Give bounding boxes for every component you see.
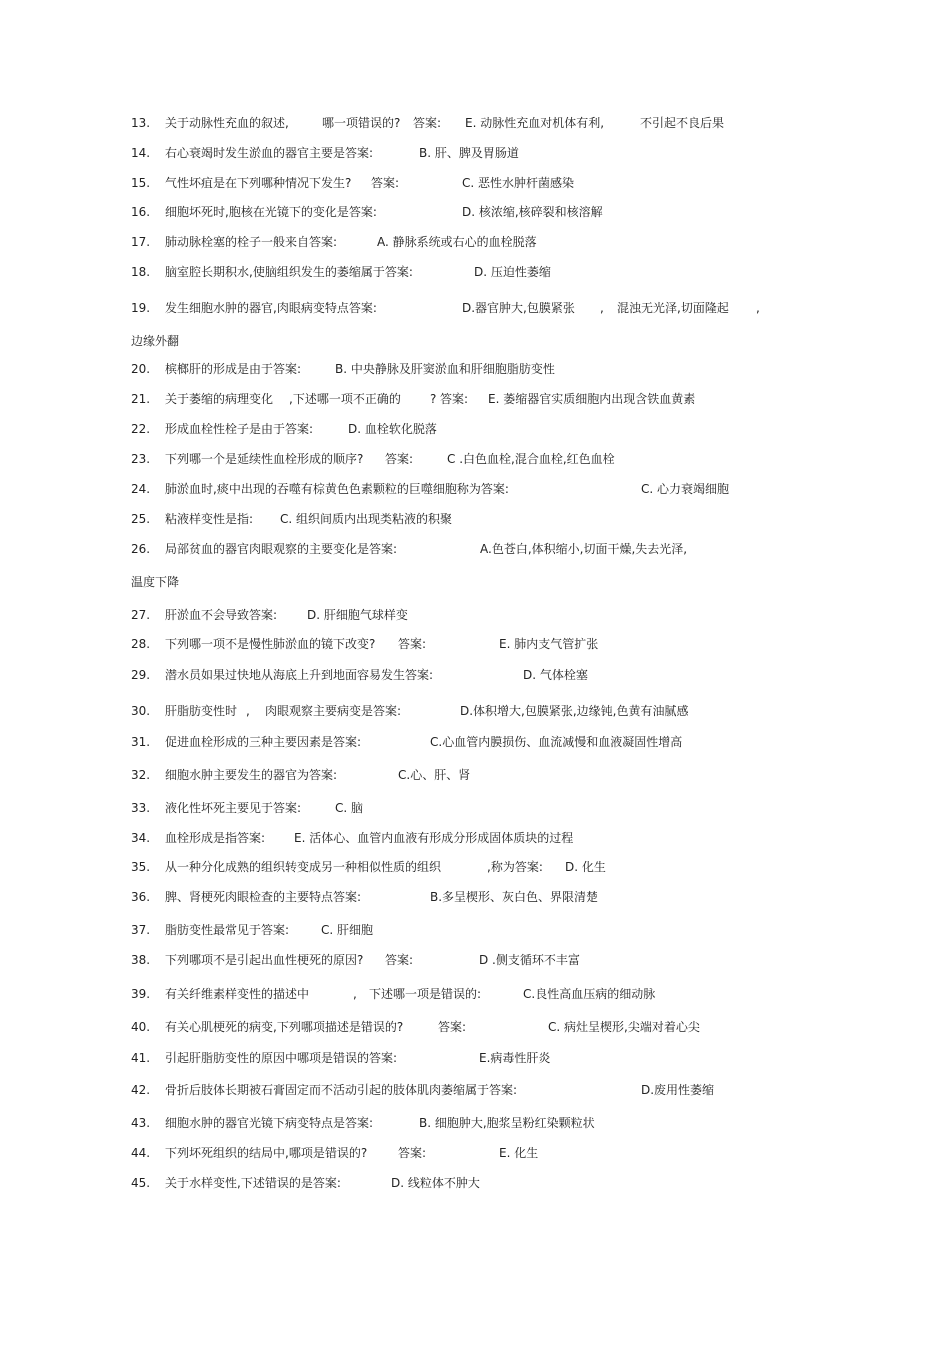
question-text: 从一种分化成熟的组织转变成另一种相似性质的组织 — [165, 860, 442, 874]
question-number: 39. — [131, 987, 151, 1001]
question-number: 23. — [131, 452, 151, 466]
answer-label: 答案: — [398, 1146, 427, 1160]
question-line — [0, 1048, 950, 1068]
question-line — [0, 857, 950, 877]
question-number: 37. — [131, 923, 151, 937]
question-line — [0, 232, 950, 252]
question-number: 19. — [131, 301, 151, 315]
question-text-part: ,下述哪一项不正确的 — [289, 392, 401, 406]
question-line — [0, 1173, 950, 1193]
answer-label: 答案: — [385, 452, 414, 466]
question-number: 42. — [131, 1083, 151, 1097]
answer-text: D. 线粒体不肿大 — [391, 1176, 480, 1190]
question-number: 32. — [131, 768, 151, 782]
answer-label: 答案: — [413, 116, 442, 130]
question-text: 促进血栓形成的三种主要因素是答案: — [165, 735, 362, 749]
question-text: 下列哪项不是引起出血性梗死的原因? — [165, 953, 364, 967]
answer-text: E. 动脉性充血对机体有利, — [465, 116, 605, 130]
question-number: 25. — [131, 512, 151, 526]
answer-text: D .侧支循环不丰富 — [479, 953, 580, 967]
answer-text: B. 肝、脾及胃肠道 — [419, 146, 519, 160]
question-line — [0, 765, 950, 785]
question-text: 关于萎缩的病理变化 — [165, 392, 274, 406]
question-number: 13. — [131, 116, 151, 130]
answer-label: 答案: — [438, 1020, 467, 1034]
answer-label: 答案: — [371, 176, 400, 190]
question-number: 43. — [131, 1116, 151, 1130]
question-line — [0, 359, 950, 379]
question-text: 关于水样变性,下述错误的是答案: — [165, 1176, 341, 1190]
answer-text: C. 组织间质内出现类粘液的积聚 — [280, 512, 453, 526]
question-number: 22. — [131, 422, 151, 436]
question-text: 下列哪一项不是慢性肺淤血的镜下改变? — [165, 637, 376, 651]
question-text: 血栓形成是指答案: — [165, 831, 266, 845]
answer-text: E. 化生 — [499, 1146, 539, 1160]
answer-text-part: , — [600, 301, 604, 315]
question-line — [0, 262, 950, 282]
question-line — [0, 920, 950, 940]
question-number: 20. — [131, 362, 151, 376]
question-text: 槟榔肝的形成是由于答案: — [165, 362, 302, 376]
answer-text: B. 细胞肿大,胞浆呈粉红染颗粒状 — [419, 1116, 595, 1130]
answer-text-part: 不引起不良后果 — [640, 116, 725, 130]
answer-text: B.多呈楔形、灰白色、界限清楚 — [430, 890, 599, 904]
question-number: 17. — [131, 235, 151, 249]
question-line — [0, 113, 950, 133]
question-number: 34. — [131, 831, 151, 845]
question-line — [0, 1080, 950, 1100]
question-text: 关于动脉性充血的叙述, — [165, 116, 289, 130]
question-text-part: , — [246, 704, 250, 718]
answer-text: C.心、肝、肾 — [398, 768, 471, 782]
question-number: 31. — [131, 735, 151, 749]
question-number: 21. — [131, 392, 151, 406]
question-line — [0, 984, 950, 1004]
question-line — [0, 634, 950, 654]
answer-text: E.病毒性肝炎 — [479, 1051, 551, 1065]
answer-text: C. 肝细胞 — [321, 923, 374, 937]
question-line — [0, 950, 950, 970]
question-line — [0, 298, 950, 318]
question-text: 细胞水肿的器官光镜下病变特点是答案: — [165, 1116, 374, 1130]
question-text: 肺动脉栓塞的栓子一般来自答案: — [165, 235, 338, 249]
question-text: 粘液样变性是指: — [165, 512, 254, 526]
answer-text: C. 恶性水肿杆菌感染 — [462, 176, 575, 190]
answer-text: C. 脑 — [335, 801, 364, 815]
question-number: 28. — [131, 637, 151, 651]
answer-text: D. 肝细胞气球样变 — [307, 608, 408, 622]
answer-text: A.色苍白,体积缩小,切面干燥,失去光泽, — [480, 542, 688, 556]
question-line — [0, 1113, 950, 1133]
question-line — [0, 605, 950, 625]
answer-text: B. 中央静脉及肝窦淤血和肝细胞脂肪变性 — [335, 362, 555, 376]
question-line — [0, 509, 950, 529]
answer-text: D.器官肿大,包膜紧张 — [462, 301, 575, 315]
question-number: 33. — [131, 801, 151, 815]
question-text: 右心衰竭时发生淤血的器官主要是答案: — [165, 146, 374, 160]
question-text: 细胞水肿主要发生的器官为答案: — [165, 768, 338, 782]
question-number: 40. — [131, 1020, 151, 1034]
question-text-part: 下述哪一项是错误的: — [369, 987, 482, 1001]
question-line — [0, 1143, 950, 1163]
answer-label: 答案: — [385, 953, 414, 967]
question-text: 引起肝脂肪变性的原因中哪项是错误的答案: — [165, 1051, 398, 1065]
question-line — [0, 701, 950, 721]
question-number: 30. — [131, 704, 151, 718]
question-text: 脾、肾梗死肉眼检查的主要特点答案: — [165, 890, 362, 904]
question-text: 气性坏疽是在下列哪种情况下发生? — [165, 176, 352, 190]
answer-text: C. 心力衰竭细胞 — [641, 482, 730, 496]
answer-text: E. 肺内支气管扩张 — [499, 637, 599, 651]
question-text: 脑室腔长期积水,使脑组织发生的萎缩属于答案: — [165, 265, 413, 279]
continuation-text: 边缘外翻 — [131, 334, 180, 348]
question-text: 肺淤血时,痰中出现的吞噬有棕黄色色素颗粒的巨噬细胞称为答案: — [165, 482, 509, 496]
question-number: 14. — [131, 146, 151, 160]
question-text: 形成血栓性栓子是由于答案: — [165, 422, 314, 436]
question-number: 27. — [131, 608, 151, 622]
continuation-line — [0, 572, 950, 592]
continuation-line — [0, 331, 950, 351]
question-number: 45. — [131, 1176, 151, 1190]
question-text: 有关心肌梗死的病变,下列哪项描述是错误的? — [165, 1020, 404, 1034]
answer-text: D. 气体栓塞 — [523, 668, 588, 682]
answer-text-part: 混浊无光泽,切面隆起 — [617, 301, 729, 315]
question-line — [0, 828, 950, 848]
question-number: 29. — [131, 668, 151, 682]
question-text: 下列坏死组织的结局中,哪项是错误的? — [165, 1146, 368, 1160]
question-line — [0, 665, 950, 685]
question-line — [0, 419, 950, 439]
question-number: 18. — [131, 265, 151, 279]
question-number: 26. — [131, 542, 151, 556]
question-text: 潜水员如果过快地从海底上升到地面容易发生答案: — [165, 668, 434, 682]
answer-text: D. 核浓缩,核碎裂和核溶解 — [462, 205, 603, 219]
question-number: 36. — [131, 890, 151, 904]
question-line — [0, 887, 950, 907]
answer-text: C.良性高血压病的细动脉 — [523, 987, 656, 1001]
question-line — [0, 732, 950, 752]
question-number: 44. — [131, 1146, 151, 1160]
question-text: 发生细胞水肿的器官,肉眼病变特点答案: — [165, 301, 377, 315]
question-line — [0, 798, 950, 818]
answer-text: E. 活体心、血管内血液有形成分形成固体质块的过程 — [294, 831, 574, 845]
question-text: 有关纤维素样变性的描述中 — [165, 987, 310, 1001]
question-line — [0, 173, 950, 193]
answer-text: A. 静脉系统或右心的血栓脱落 — [377, 235, 537, 249]
question-number: 24. — [131, 482, 151, 496]
answer-text: D. 血栓软化脱落 — [348, 422, 437, 436]
answer-text: D.体积增大,包膜紧张,边缘钝,色黄有油腻感 — [460, 704, 689, 718]
question-text: 肝脂肪变性时 — [165, 704, 238, 718]
question-text-part: 肉眼观察主要病变是答案: — [265, 704, 402, 718]
answer-label: 答案: — [398, 637, 427, 651]
question-line — [0, 1017, 950, 1037]
question-number: 38. — [131, 953, 151, 967]
question-line — [0, 202, 950, 222]
question-text: 骨折后肢体长期被石膏固定而不活动引起的肢体肌肉萎缩属于答案: — [165, 1083, 518, 1097]
question-line — [0, 449, 950, 469]
question-line — [0, 389, 950, 409]
answer-label: 答案: — [440, 392, 469, 406]
question-number: 15. — [131, 176, 151, 190]
continuation-text: 温度下降 — [131, 575, 180, 589]
answer-text: C .白色血栓,混合血栓,红色血栓 — [447, 452, 615, 466]
answer-text: E. 萎缩器官实质细胞内出现含铁血黄素 — [488, 392, 696, 406]
question-text-part: 哪一项错误的? — [322, 116, 401, 130]
question-text: 液化性坏死主要见于答案: — [165, 801, 302, 815]
answer-text-part: , — [756, 301, 760, 315]
question-text-part: ,称为答案: — [487, 860, 543, 874]
question-number: 35. — [131, 860, 151, 874]
question-line — [0, 143, 950, 163]
question-text: 脂肪变性最常见于答案: — [165, 923, 290, 937]
question-line — [0, 479, 950, 499]
answer-text: D. 压迫性萎缩 — [474, 265, 551, 279]
question-text: 肝淤血不会导致答案: — [165, 608, 278, 622]
question-line — [0, 539, 950, 559]
question-text-part: ? — [430, 392, 437, 406]
question-text-part: , — [353, 987, 357, 1001]
question-text: 局部贫血的器官肉眼观察的主要变化是答案: — [165, 542, 398, 556]
answer-text: D.废用性萎缩 — [641, 1083, 715, 1097]
question-number: 16. — [131, 205, 151, 219]
question-number: 41. — [131, 1051, 151, 1065]
answer-text: D. 化生 — [565, 860, 606, 874]
answer-text: C. 病灶呈楔形,尖端对着心尖 — [548, 1020, 700, 1034]
question-text: 细胞坏死时,胞核在光镜下的变化是答案: — [165, 205, 377, 219]
question-text: 下列哪一个是延续性血栓形成的顺序? — [165, 452, 364, 466]
answer-text: C.心血管内膜损伤、血流减慢和血液凝固性增高 — [430, 735, 683, 749]
